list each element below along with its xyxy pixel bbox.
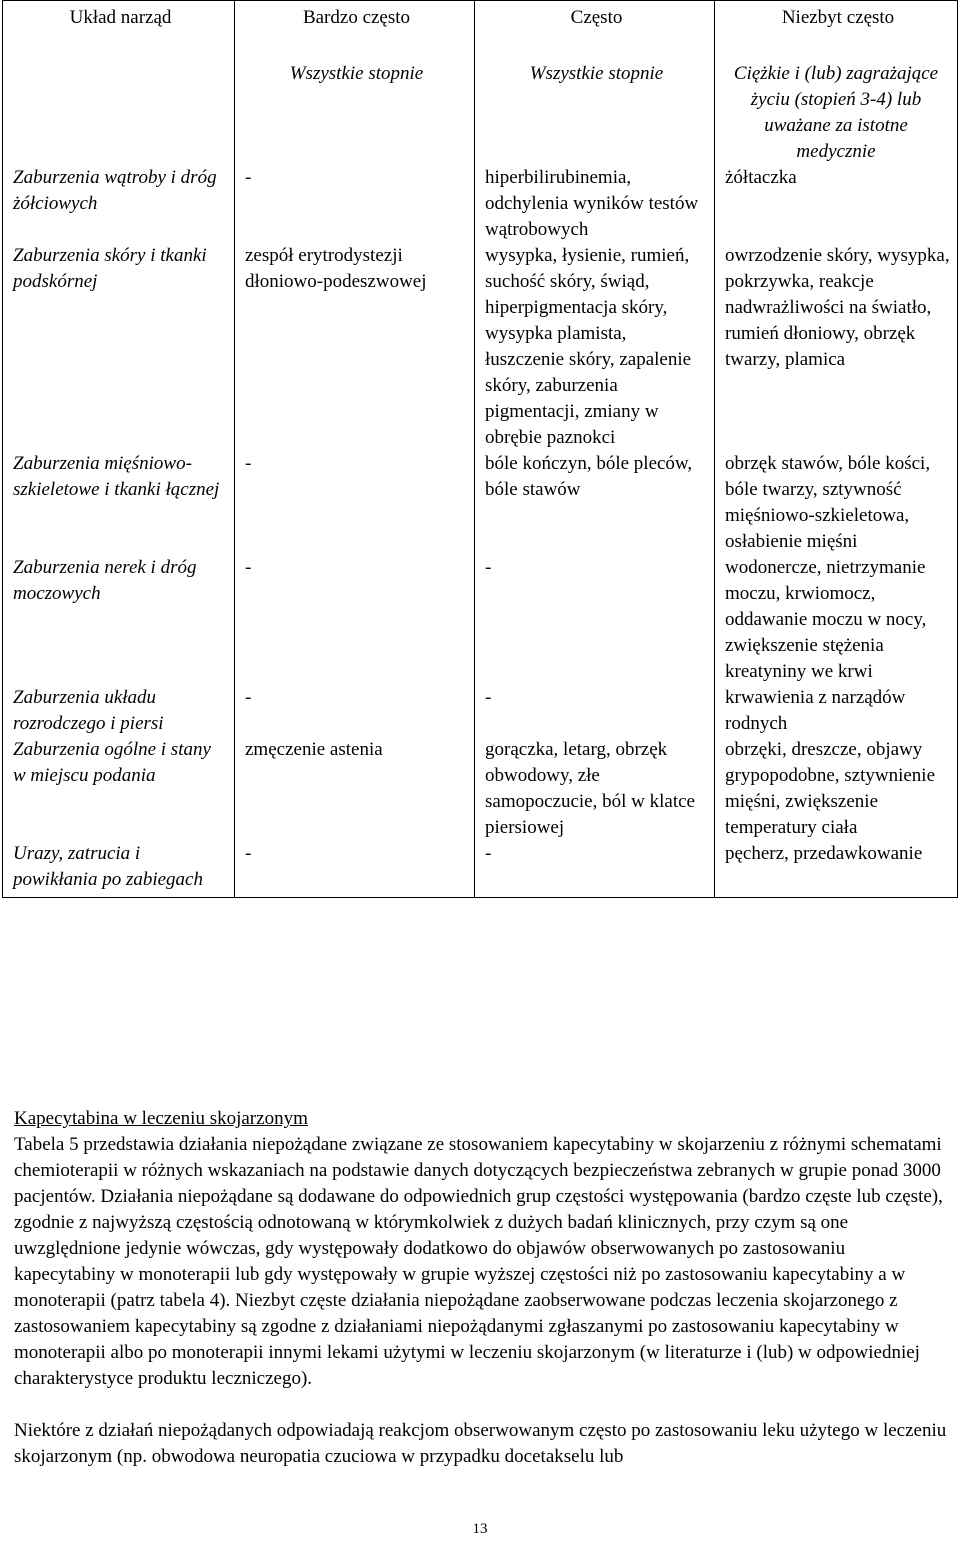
header-common: Często bbox=[475, 1, 715, 32]
adverse-reactions-table bbox=[2, 0, 958, 898]
very-common-cell: - bbox=[235, 451, 475, 555]
organ-cell: Zaburzenia nerek i dróg moczowych bbox=[3, 555, 235, 685]
header-very-common: Bardzo często bbox=[235, 1, 475, 32]
common-cell: hiperbilirubinemia, odchylenia wyników testów wątrobowych bbox=[475, 165, 715, 243]
table-row bbox=[3, 243, 958, 451]
section-paragraph-2: Niektóre z działań niepożądanych odpowiadają reakcjom obserwowanym często po zastosowaniu leku użytego w leczeniu skojarzonym (np. obwodowa neuropatia czuciowa w przypadku docetakselu lub bbox=[14, 1420, 947, 1467]
very-common-cell: zespół erytrodystezji dłoniowo-podeszwowej bbox=[235, 243, 475, 451]
subheader-very-common: Wszystkie stopnie bbox=[235, 31, 475, 165]
section-paragraph-1: Tabela 5 przedstawia działania niepożądane związane ze stosowaniem kapecytabiny w skojarzeniu z różnymi schematami chemioterapii w różnych wskazaniach na podstawie danych dotyczących bezpieczeństwa zebranych w grupie ponad 3000 pacjentów. Działania niepożądane są dodawane do odpowiednich grup częstości występowania (bardzo częste lub częste), zgodnie z najwyższą częstością odnotowaną w którymkolwiek z dużych badań klinicznych, przy czym są one uwzględnione jedynie wówczas, gdy występowały dodatkowo do objawów obserwowanych po zastosowaniu kapecytabiny w monoterapii lub gdy występowały w grupie wyższej częstości niż po zastosowaniu kapecytabiny a w monoterapii (patrz tabela 4). Niezbyt częste działania niepożądane zaobserwowane podczas leczenia skojarzonego z zastosowaniem kapecytabiny są zgodne z działaniami niepożądanymi zgłaszanymi po zastosowaniu kapecytabiny w monoterapii albo po monoterapii innymi lekami użytymi w leczeniu skojarzonym (w literaturze i (lub) w odpowiedniej charakterystyce produktu leczniczego). bbox=[14, 1134, 943, 1389]
section-text bbox=[14, 1106, 950, 1470]
uncommon-cell: obrzęk stawów, bóle kości, bóle twarzy, sztywność mięśniowo-szkieletowa, osłabienie mięśni bbox=[715, 451, 958, 555]
common-cell: gorączka, letarg, obrzęk obwodowy, złe samopoczucie, ból w klatce piersiowej bbox=[475, 737, 715, 841]
organ-cell: Zaburzenia mięśniowo-szkieletowe i tkanki łącznej bbox=[3, 451, 235, 555]
subheader-common: Wszystkie stopnie bbox=[475, 31, 715, 165]
very-common-cell: - bbox=[235, 841, 475, 898]
section-heading: Kapecytabina w leczeniu skojarzonym bbox=[14, 1108, 308, 1129]
common-cell: - bbox=[475, 685, 715, 737]
organ-cell: Urazy, zatrucia i powikłania po zabiegach bbox=[3, 841, 235, 898]
table-row bbox=[3, 685, 958, 737]
common-cell: wysypka, łysienie, rumień, suchość skóry, świąd, hiperpigmentacja skóry, wysypka plamista, łuszczenie skóry, zapalenie skóry, zaburzenia pigmentacji, zmiany w obrębie paznokci bbox=[475, 243, 715, 451]
uncommon-cell: wodonercze, nietrzymanie moczu, krwiomocz, oddawanie moczu w nocy, zwiększenie stężenia kreatyniny we krwi bbox=[715, 555, 958, 685]
table-subheader-row bbox=[3, 31, 958, 165]
organ-cell: Zaburzenia skóry i tkanki podskórnej bbox=[3, 243, 235, 451]
organ-cell: Zaburzenia wątroby i dróg żółciowych bbox=[3, 165, 235, 243]
adverse-reactions-table-container bbox=[2, 0, 958, 898]
table-row bbox=[3, 165, 958, 243]
page-number: 13 bbox=[472, 1521, 488, 1537]
organ-cell: Zaburzenia układu rozrodczego i piersi bbox=[3, 685, 235, 737]
uncommon-cell: owrzodzenie skóry, wysypka, pokrzywka, reakcje nadwrażliwości na światło, rumień dłoniowy, obrzęk twarzy, plamica bbox=[715, 243, 958, 451]
table-row bbox=[3, 555, 958, 685]
organ-cell: Zaburzenia ogólne i stany w miejscu podania bbox=[3, 737, 235, 841]
common-cell: - bbox=[475, 555, 715, 685]
uncommon-cell: krwawienia z narządów rodnych bbox=[715, 685, 958, 737]
common-cell: bóle kończyn, bóle pleców, bóle stawów bbox=[475, 451, 715, 555]
header-uncommon: Niezbyt często bbox=[715, 1, 958, 32]
uncommon-cell: pęcherz, przedawkowanie bbox=[715, 841, 958, 898]
uncommon-cell: obrzęki, dreszcze, objawy grypopodobne, sztywnienie mięśni, zwiększenie temperatury ciała bbox=[715, 737, 958, 841]
subheader-organ bbox=[3, 31, 235, 165]
table-header-row bbox=[3, 1, 958, 32]
table-row bbox=[3, 841, 958, 898]
table-row bbox=[3, 737, 958, 841]
table-row bbox=[3, 451, 958, 555]
uncommon-cell: żółtaczka bbox=[715, 165, 958, 243]
common-cell: - bbox=[475, 841, 715, 898]
very-common-cell: zmęczenie astenia bbox=[235, 737, 475, 841]
subheader-uncommon: Ciężkie i (lub) zagrażające życiu (stopień 3-4) lub uważane za istotne medycznie bbox=[715, 31, 958, 165]
header-organ: Układ narząd bbox=[3, 1, 235, 32]
very-common-cell: - bbox=[235, 555, 475, 685]
very-common-cell: - bbox=[235, 685, 475, 737]
very-common-cell: - bbox=[235, 165, 475, 243]
